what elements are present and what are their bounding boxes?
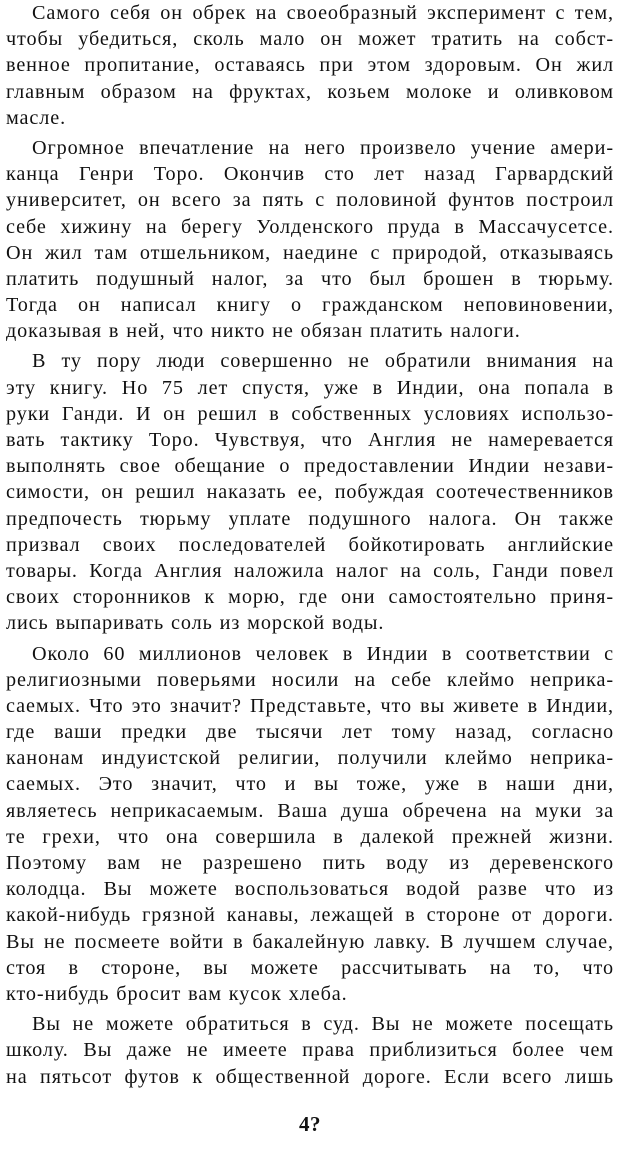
text-line: колодца. Вы можете воспользоваться водой разве что из — [6, 878, 614, 901]
text-line: университет, он всего за пять с половиной фунтов построил — [6, 189, 614, 212]
text-line: платить подушный налог, за что был брошен в тюрьму. — [6, 267, 614, 290]
text-line: Около 60 миллионов человек в Индии в соответствии с — [32, 642, 614, 665]
text-line: школу. Вы даже не имеете права приблизиться более чем — [6, 1039, 614, 1062]
text-line: эту книгу. Но 75 лет спустя, уже в Индии, она попала в — [6, 376, 614, 399]
text-line: главным образом на фруктах, козьем молоке и оливковом — [6, 80, 614, 103]
paragraph — [6, 135, 614, 345]
text-line: призвал своих последователей бойкотировать английские — [6, 533, 614, 556]
text-line: лись выпаривать соль из морской воды. — [6, 612, 385, 635]
text-line: религиозными поверьями носили на себе клеймо неприка- — [6, 668, 614, 691]
paragraph — [6, 641, 614, 1008]
text-line: Самого себя он обрек на своеобразный эксперимент с тем, — [32, 2, 614, 24]
paragraph — [6, 0, 614, 131]
text-line: Огромное впечатление на него произвело учение амери- — [32, 136, 614, 159]
body-text — [6, 0, 614, 1090]
text-line: чтобы убедиться, сколь мало он может тратить на собст- — [6, 28, 614, 51]
text-line: какой-нибудь грязной канавы, лежащей в стороне от дороги. — [6, 904, 614, 927]
text-line: канца Генри Торо. Окончив сто лет назад Гарвардский — [6, 163, 614, 186]
text-line: где ваши предки две тысячи лет тому назад, согласно — [6, 721, 614, 744]
text-line: канонам индуистской религии, получили клеймо неприка- — [6, 747, 614, 770]
text-line: Вы не можете обратиться в суд. Вы не можете посещать — [32, 1013, 614, 1036]
text-line: руки Ганди. И он решил в собственных условиях использо- — [6, 402, 614, 425]
text-line: Тогда он написал книгу о гражданском неповиновении, — [6, 294, 614, 317]
text-line: своих сторонников к морю, где они самостоятельно приня- — [6, 586, 614, 609]
paragraph — [6, 1011, 614, 1090]
text-line: венное пропитание, оставаясь при этом здоровым. Он жил — [6, 54, 614, 77]
text-line: являетесь неприкасаемым. Ваша душа обречена на муки за — [6, 799, 614, 822]
text-line: В ту пору люди совершенно не обратили внимания на — [32, 350, 614, 373]
text-line: Поэтому вам не разрешено пить воду из деревенского — [6, 852, 614, 874]
text-line: выполнять свое обещание о предоставлении Индии незави- — [6, 455, 614, 478]
text-line: саемых. Это значит, что и вы тоже, уже в наши дни, — [6, 773, 614, 796]
text-line: кто-нибудь бросит вам кусок хлеба. — [6, 982, 348, 1005]
text-line: предпочесть тюрьму уплате подушного налога. Он также — [6, 507, 614, 530]
text-line: стоя в стороне, вы можете рассчитывать на то, что — [6, 956, 614, 979]
paragraph — [6, 348, 614, 636]
page-number: 4? — [299, 1112, 321, 1136]
text-line: себе хижину на берегу Уолденского пруда в Массачусетсе. — [6, 215, 614, 238]
text-line: товары. Когда Англия наложила налог на соль, Ганди повел — [6, 559, 614, 582]
text-line: Вы не посмеете войти в бакалейную лавку. В лучшем случае, — [6, 930, 614, 953]
text-line: Он жил там отшельником, наедине с природой, отказываясь — [6, 241, 614, 264]
text-line: доказывая в ней, что никто не обязан платить налоги. — [6, 320, 521, 343]
text-line: вать тактику Торо. Чувствуя, что Англия не намеревается — [6, 429, 614, 451]
text-line: те грехи, что она совершила в далекой прежней жизни. — [6, 825, 614, 848]
text-line: саемых. Что это значит? Представьте, что вы живете в Индии, — [6, 694, 614, 717]
text-line: на пятьсот футов к общественной дороге. Если всего лишь — [6, 1065, 614, 1088]
text-line: симости, он решил наказать ее, побуждая соотечественников — [6, 481, 614, 504]
text-line: масле. — [6, 106, 67, 129]
